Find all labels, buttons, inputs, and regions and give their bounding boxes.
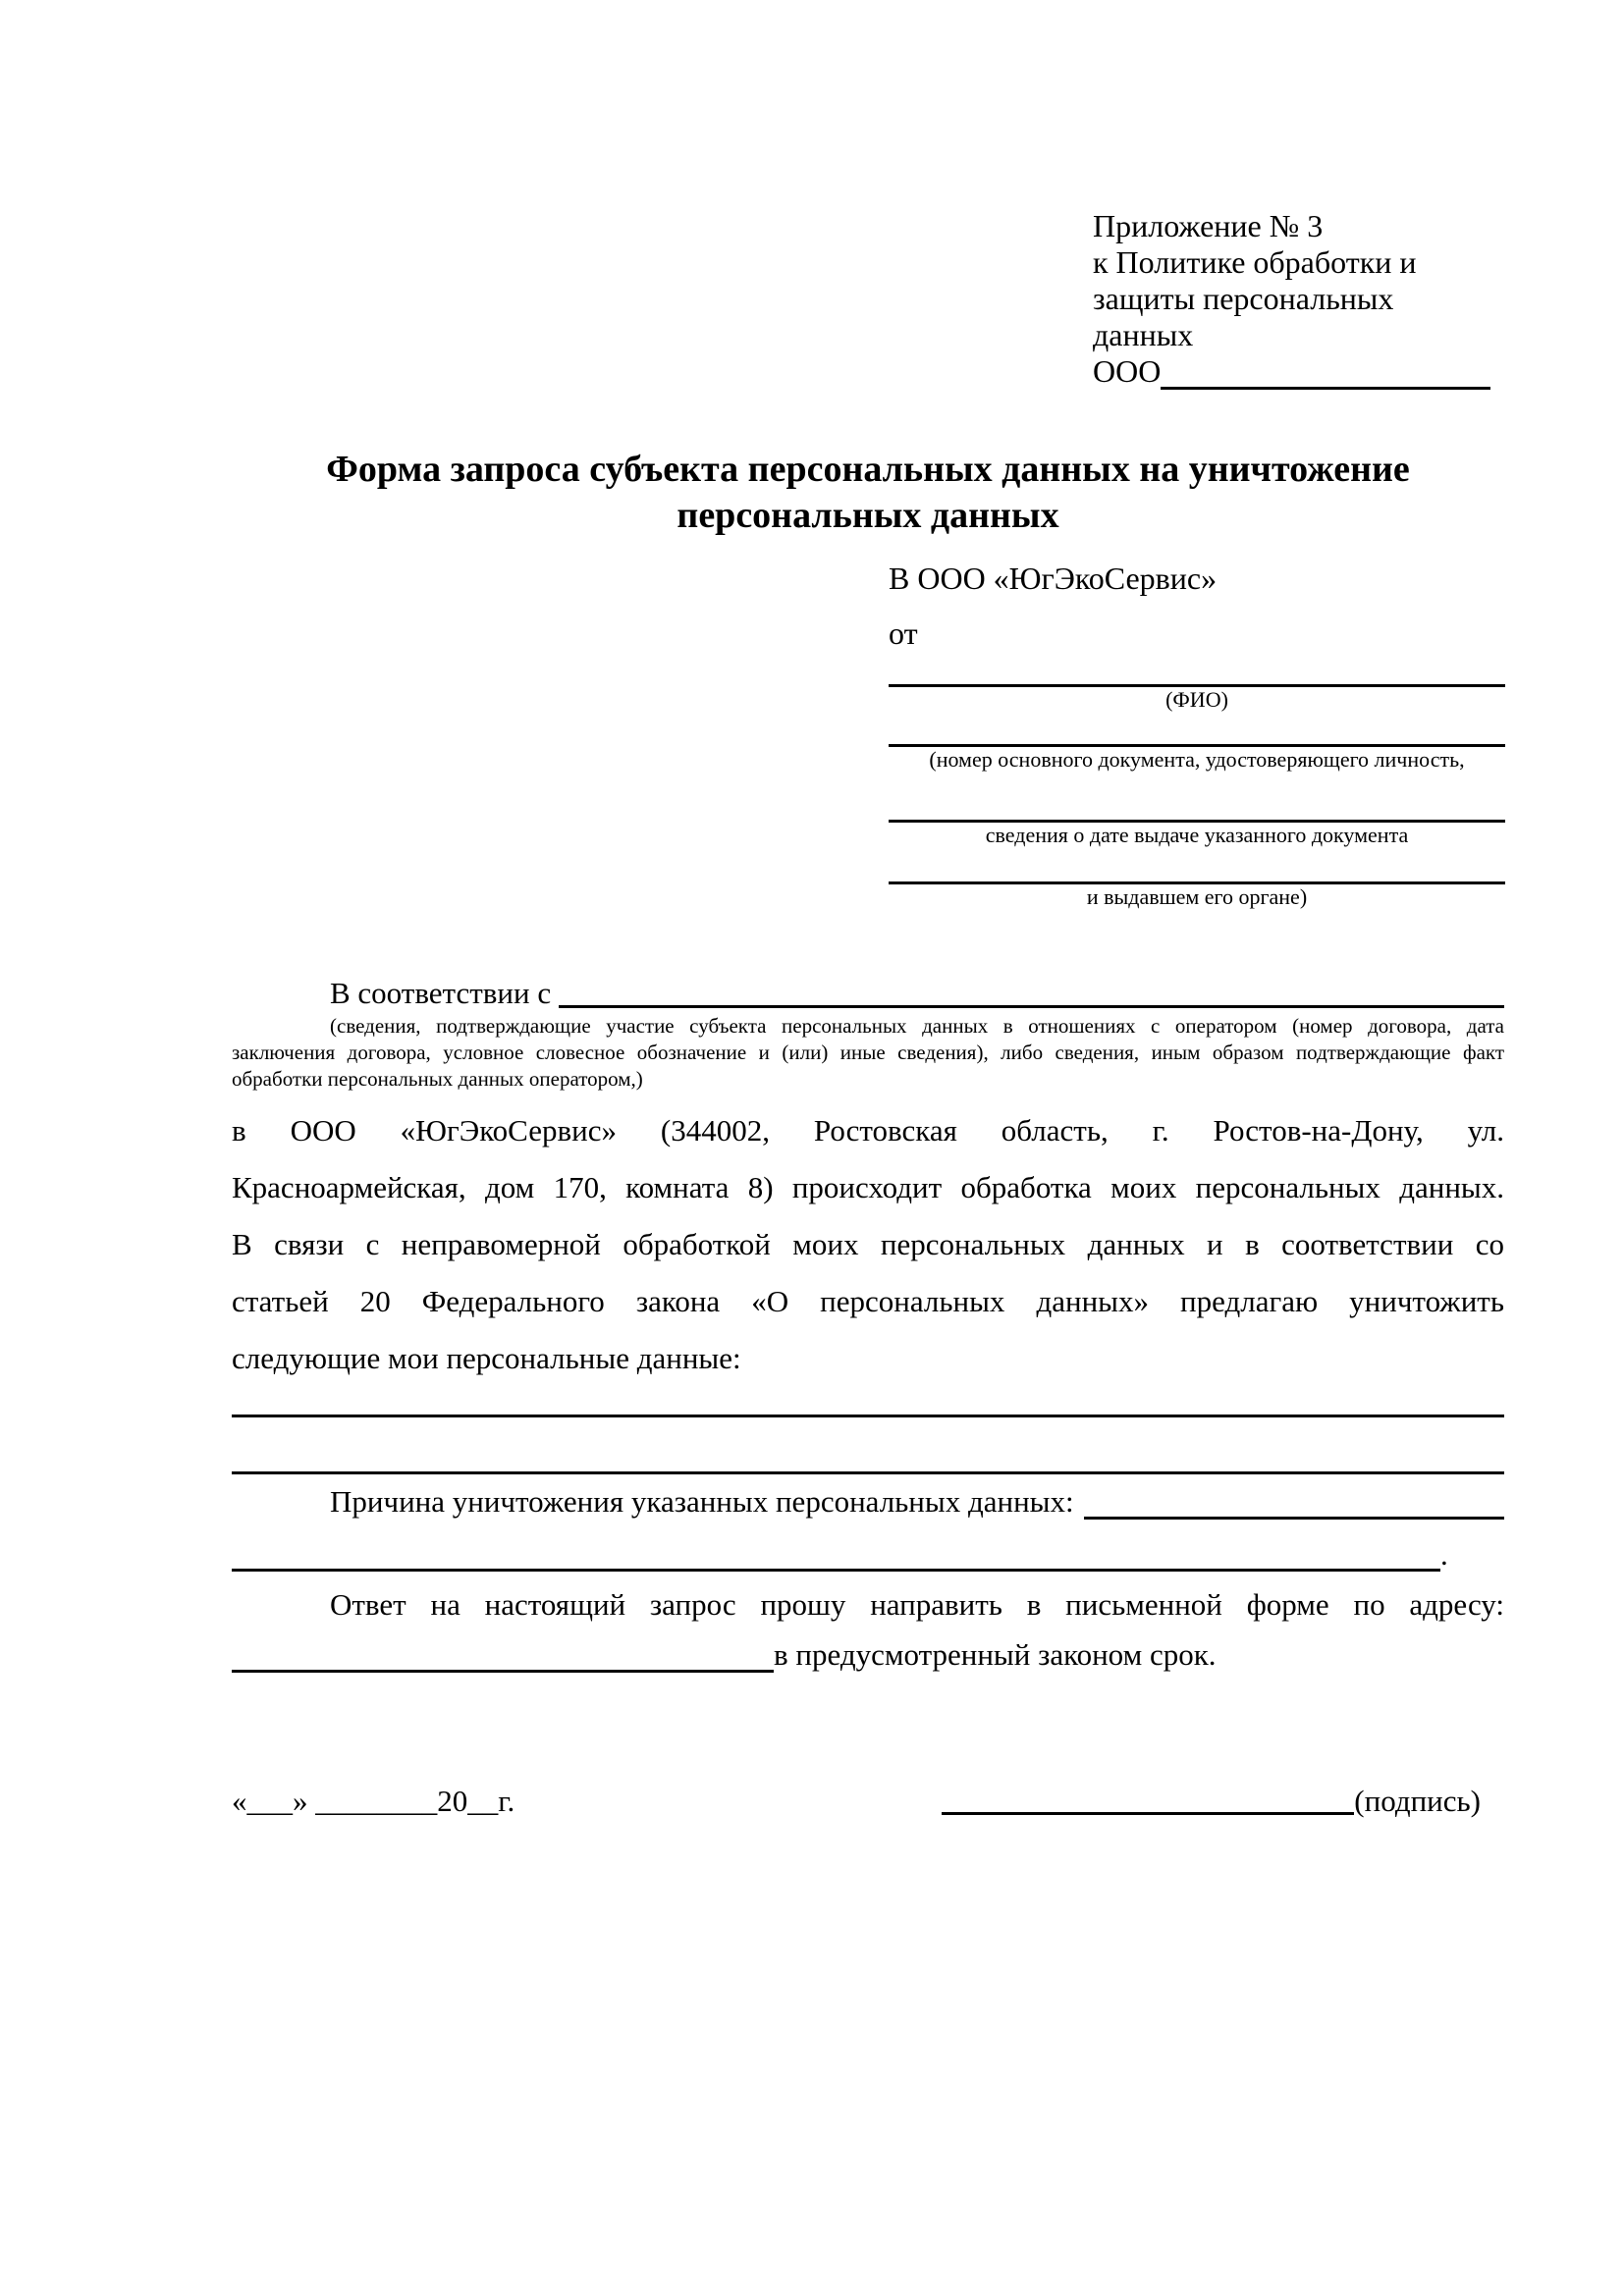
response-address-row — [232, 1629, 1504, 1681]
note-line: (сведения, подтверждающие участие субъекта персональных данных в отношениях с оператором (номер договора, дата — [330, 1014, 1504, 1038]
reason-continuation-blank-line — [232, 1569, 1440, 1572]
appendix-line: Приложение № 3 — [1093, 208, 1324, 243]
reason-row — [232, 1474, 1504, 1528]
signature-blank-line — [942, 1812, 1354, 1815]
response-suffix: в предусмотренный законом срок. — [774, 1637, 1217, 1672]
personal-data-blank-line — [232, 1387, 1504, 1417]
period-mark: . — [1440, 1537, 1448, 1572]
body-line: Красноармейская, дом 170, комната 8) происходит обработка моих персональных данных. — [232, 1170, 1504, 1204]
signature-caption: (подпись) — [1354, 1784, 1481, 1818]
date-template: «___» ________20__г. — [232, 1784, 515, 1818]
body-line: в ООО «ЮгЭкоСервис» (344002, Ростовская область, г. Ростов-на-Дону, ул. — [232, 1113, 1504, 1148]
accordance-prefix: В соответствии с — [330, 976, 552, 1010]
appendix-ooo-row — [1093, 353, 1490, 390]
ooo-prefix: ООО — [1093, 353, 1162, 389]
appendix-line: защиты персональных данных — [1093, 281, 1394, 352]
explanatory-note — [232, 1013, 1504, 1093]
addressee-to: В ООО «ЮгЭкоСервис» — [889, 561, 1218, 596]
accordance-row — [232, 974, 1504, 1013]
reason-blank-line — [1084, 1517, 1504, 1520]
reason-label: Причина уничтожения указанных персональных данных: — [330, 1484, 1074, 1519]
body-line: статьей 20 Федерального закона «О персональных данных» предлагаю уничтожить — [232, 1284, 1504, 1318]
response-request-line: Ответ на настоящий запрос прошу направить в письменной форме по адресу: — [330, 1587, 1504, 1622]
address-blank-line — [232, 1670, 774, 1673]
accordance-blank-line — [559, 1005, 1504, 1008]
document-number-caption: (номер основного документа, удостоверяющего личность, — [929, 747, 1465, 772]
addressee-from-label: от — [889, 615, 918, 651]
footer-row — [232, 1779, 1504, 1823]
note-line: заключения договора, условное словесное обозначение и (или) иные сведения), либо сведения, иным образом подтверждающие факт — [232, 1041, 1504, 1064]
issuing-authority-caption: и выдавшем его органе) — [1086, 884, 1308, 909]
page-title: Форма запроса субъекта персональных данных на уничтожение персональных данных — [326, 449, 1410, 536]
signature-group — [942, 1779, 1481, 1823]
appendix-header — [1093, 0, 1490, 390]
note-line: обработки персональных данных оператором,) — [232, 1067, 643, 1091]
issue-date-caption: сведения о дате выдаче указанного документа — [985, 823, 1409, 847]
main-paragraph — [232, 1102, 1504, 1387]
addressee-block — [889, 559, 1505, 909]
body-line: В связи с неправомерной обработкой моих персональных данных и в соответствии со — [232, 1227, 1504, 1261]
appendix-line: к Политике обработки и — [1093, 244, 1417, 280]
body-line: следующие мои персональные данные: — [232, 1341, 741, 1375]
reason-continuation-row — [232, 1528, 1504, 1580]
ooo-blank-line — [1161, 357, 1490, 390]
fio-caption: (ФИО) — [1165, 687, 1228, 712]
personal-data-blank-line — [232, 1417, 1504, 1474]
